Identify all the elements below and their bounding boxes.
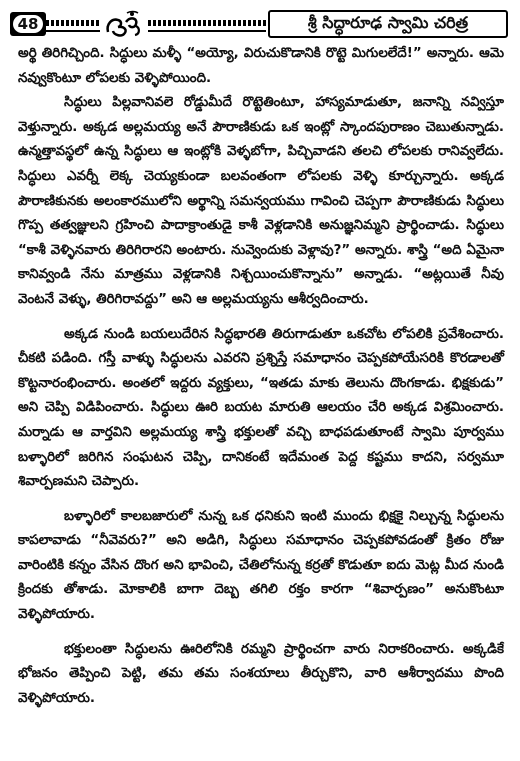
body-text bbox=[18, 42, 504, 711]
paragraph: అర్థి తిరిగిచ్చింది. సిద్ధులు మళ్ళీ “అయ్యో, విరుచుకొడానికి రొట్టె మిగులలేదే!” అన్నారు. ఆమె నవ్వుకొంటూ లోపలకు వెళ్ళిపోయింది. bbox=[18, 46, 504, 86]
running-title: శ్రీ సిద్ధారూఢ స్వామి చరిత్ర bbox=[268, 10, 508, 38]
paragraph: భక్తులంతా సిద్ధులను ఊరిలోనికి రమ్మని ప్రార్థించగా వారు నిరాకరించారు. అక్కడికే భోజనం తెప్పించి పెట్టి, తమ తమ సంశయాలు తీర్చుకొని, వారి ఆశీర్వాదము పొంది వెళ్ళిపోయారు. bbox=[18, 641, 504, 706]
header-ornament-rule bbox=[46, 20, 100, 26]
header-ornament-rule bbox=[148, 20, 266, 26]
paragraph: అక్కడ నుండి బయలుదేరిన సిద్ధభారతి తిరుగాడుతూ ఒకచోట లోపలికి ప్రవేశించారు. చీకటి పడింది. గస్తీ వాళ్ళు సిద్ధులను ఎవరని ప్రశ్నిస్తే సమాధానం చెప్పకపోయేసరికి కొరడాలతో కొట్టనారంభించారు. అంతలో ఇద్దరు వ్యక్తులు, “ఇతడు మాకు తెలును దొంగకాడు. భిక్షకుడు” అని చెప్పి విడిపించారు. సిద్ధులు ఊరి బయట మారుతి ఆలయం చేరి అక్కడ విశ్రమించారు. మర్నాడు ఆ వార్తవిని అల్లమయ్య శాస్త్రి భక్తులతో వచ్చి బాధపడుతూంటే స్వామి పూర్వము బళ్ళారిలో జరిగిన సంఘటన చెప్పి, దానికంటే ఇదేమంత పెద్ద కష్టము కాదని, సర్వమూ శివార్పణమని చెప్పారు. bbox=[18, 326, 504, 490]
page-header bbox=[10, 10, 510, 40]
page-number: 48 bbox=[13, 15, 43, 33]
header-rule-line bbox=[46, 30, 100, 32]
paragraph: బళ్ళారిలో కాలబజారులో నున్న ఒక ధనికుని ఇంటి ముందు భిక్షకై నిల్చున్న సిద్ధులను కాపలావాడు “నీవెవరు?” అని అడిగి, సిద్ధులు సమాధానం చెప్పకపోవడంతో క్రితం రోజు వారింటికి కన్నం వేసిన దొంగ అని భావించి, చేతిలోనున్న కర్రతో కొడుతూ ఐదు మెట్ల మీద నుండి క్రిందకు తోశాడు. మోకాలికి బాగా దెబ్బ తగిలి రక్తం కారగా “శివార్పణం” అనుకొంటూ వెళ్ళిపోయారు. bbox=[18, 508, 504, 623]
om-icon bbox=[102, 10, 144, 38]
paragraph: సిద్ధులు పిల్లవానివలె రోడ్డుమీదే రొట్టెతింటూ, హాస్యమాడుతూ, జనాన్ని నవ్విస్తూ వెళ్తున్నారు. అక్కడ అల్లమయ్య అనే పౌరాణికుడు ఒక ఇంట్లో స్కాందపురాణం చెబుతున్నాడు. ఉన్మత్తావస్థలో ఉన్న సిద్ధులు ఆ ఇంట్లోకి వెళ్ళబోగా, పిచ్చివాడని తలచి లోపలకు రానివ్వలేదు. సిద్ధులు ఎవర్నీ లెక్క చెయ్యకుండా బలవంతంగా లోపలకు వెళ్ళి కూర్చున్నారు. అక్కడ పౌరాణికునకు అలంకారములోని అర్థాన్ని సమన్వయము గావించి చెప్పగా పౌరాణికుడు సిద్ధులు గొప్ప తత్వజ్ఞులని గ్రహించి పాదాక్రాంతుడై కాశీ వెళ్లడానికి అనుజ్ఞనిమ్మని ప్రార్థించాడు. సిద్ధులు “కాశీ వెళ్ళినవారు తిరిగిరారని అంటారు. నువ్వెందుకు వెళ్లావు?” అన్నారు. శాస్త్రి “అది ఏమైనా కానివ్వండి నేను మాత్రము వెళ్లడానికి నిశ్చయించుకొన్నాను” అన్నాడు. “అట్లయితే నీవు వెంటనే వెళ్ళు, తిరిగిరావద్దు” అని ఆ అల్లమయ్యను ఆశీర్వదించారు. bbox=[18, 95, 504, 307]
header-rule-line bbox=[148, 30, 266, 32]
page-number-badge bbox=[10, 12, 46, 36]
